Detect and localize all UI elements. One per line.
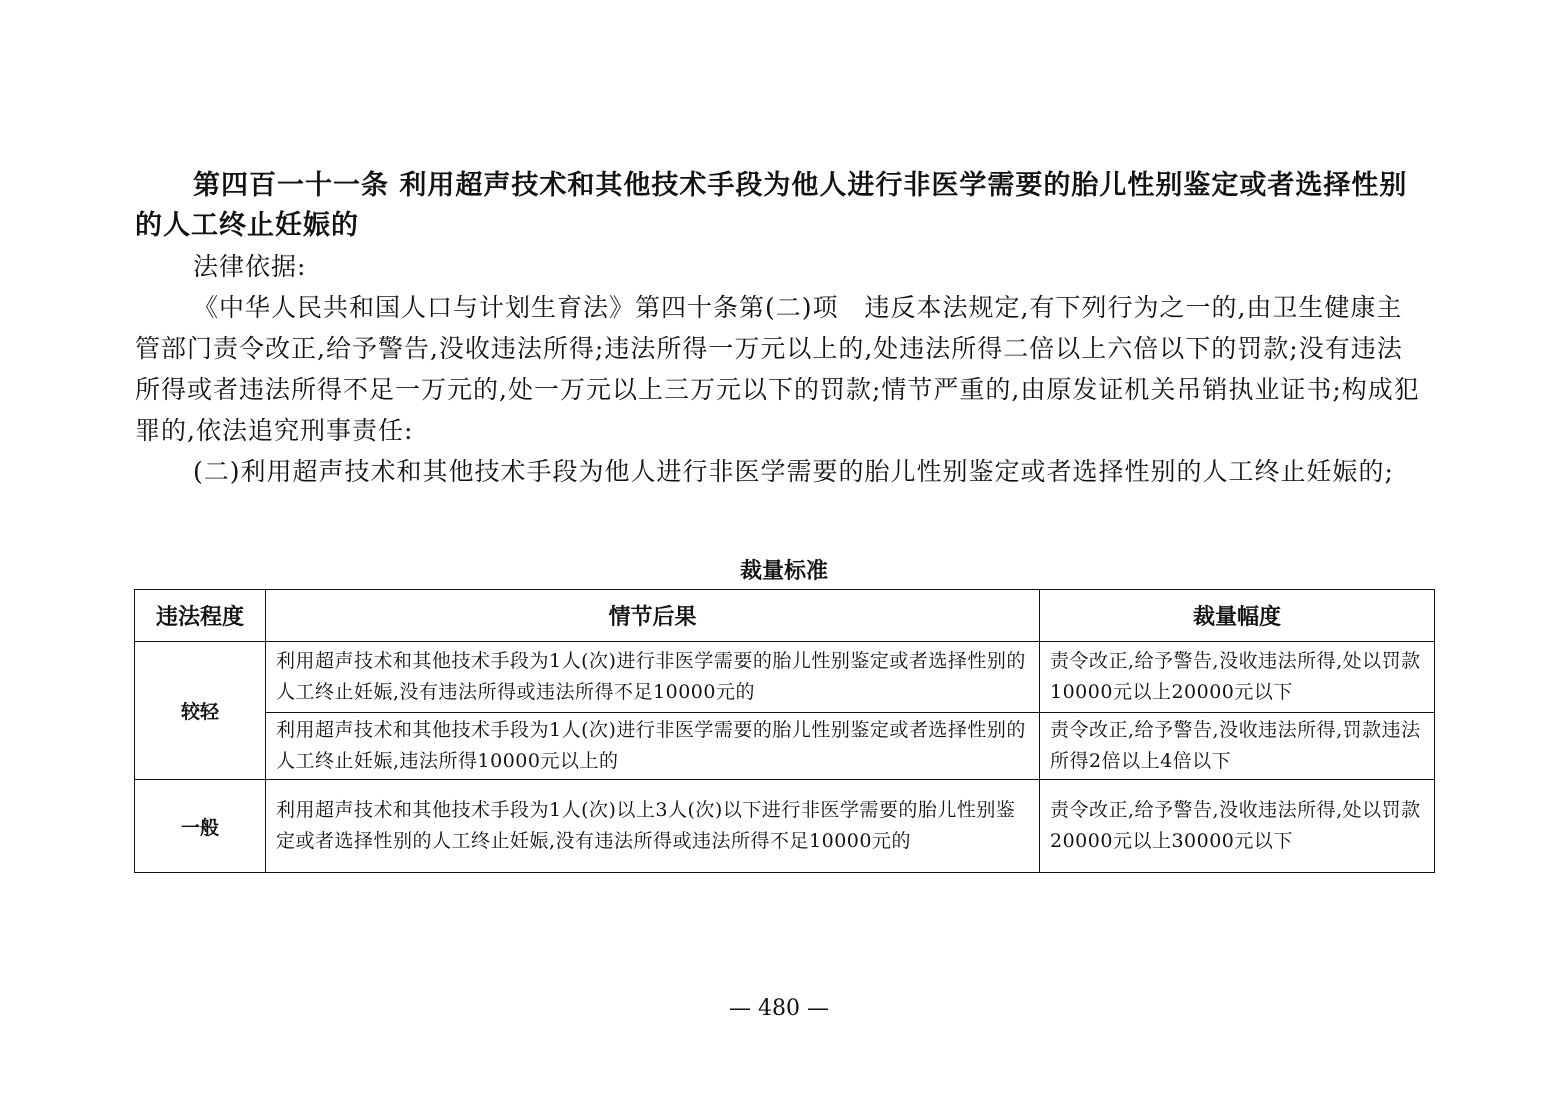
discretion-standard-table bbox=[134, 589, 1435, 873]
range-cell: 责令改正,给予警告,没收违法所得,罚款违法所得2倍以上4倍以下 bbox=[1040, 713, 1435, 780]
article-title: 第四百一十一条 利用超声技术和其他技术手段为他人进行非医学需要的胎儿性别鉴定或者选择性别的人工终止妊娠的 bbox=[135, 170, 1408, 241]
range-cell: 责令改正,给予警告,没收违法所得,处以罚款10000元以上20000元以下 bbox=[1040, 642, 1435, 713]
legal-basis-item: (二)利用超声技术和其他技术手段为他人进行非医学需要的胎儿性别鉴定或者选择性别的人工终止妊娠的; bbox=[193, 457, 1394, 486]
degree-cell-general: 一般 bbox=[135, 780, 266, 873]
circumstance-cell: 利用超声技术和其他技术手段为1人(次)进行非医学需要的胎儿性别鉴定或者选择性别的人工终止妊娠,没有违法所得或违法所得不足10000元的 bbox=[266, 642, 1040, 713]
table-header-row bbox=[135, 590, 1435, 642]
table-caption: 裁量标准 bbox=[739, 559, 828, 584]
article-body bbox=[135, 166, 1425, 492]
legal-basis-text: 《中华人民共和国人口与计划生育法》第四十条第(二)项 违反本法规定,有下列行为之一的,由卫生健康主管部门责令改正,给予警告,没收违法所得;违法所得一万元以上的,处违法所得二倍以上六倍以下的罚款;没有违法所得或者违法所得不足一万元的,处一万元以上三万元以下的罚款;情节严重的,由原发证机关吊销执业证书;构成犯罪的,依法追究刑事责任: bbox=[135, 293, 1420, 445]
header-degree: 违法程度 bbox=[135, 590, 266, 642]
header-range: 裁量幅度 bbox=[1040, 590, 1435, 642]
page-number: — 480 — bbox=[729, 996, 829, 1021]
table-row bbox=[135, 713, 1435, 780]
circumstance-cell: 利用超声技术和其他技术手段为1人(次)以上3人(次)以下进行非医学需要的胎儿性别鉴定或者选择性别的人工终止妊娠,没有违法所得或违法所得不足10000元的 bbox=[266, 780, 1040, 873]
legal-basis-label: 法律依据: bbox=[193, 252, 307, 281]
circumstance-cell: 利用超声技术和其他技术手段为1人(次)进行非医学需要的胎儿性别鉴定或者选择性别的人工终止妊娠,违法所得10000元以上的 bbox=[266, 713, 1040, 780]
range-cell: 责令改正,给予警告,没收违法所得,处以罚款20000元以上30000元以下 bbox=[1040, 780, 1435, 873]
table-row bbox=[135, 642, 1435, 713]
table-row bbox=[135, 780, 1435, 873]
degree-cell-minor: 较轻 bbox=[135, 642, 266, 780]
header-circumstance: 情节后果 bbox=[266, 590, 1040, 642]
